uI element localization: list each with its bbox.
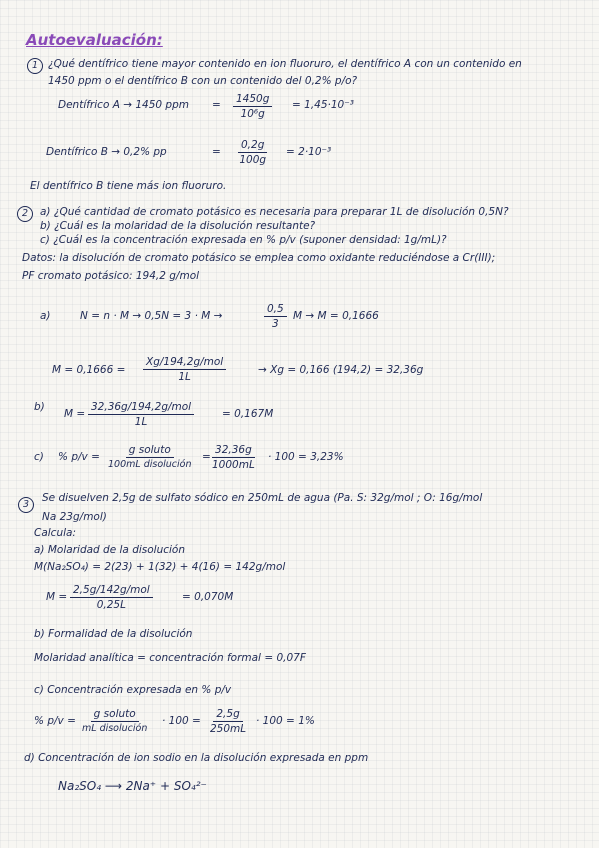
- q3-statement-line2: Na 23g/mol): [42, 511, 107, 523]
- q3-a-fraction-num: 2,5g/142g/mol: [70, 584, 153, 598]
- q2-b-fraction-num: 32,36g/194,2g/mol: [88, 401, 194, 415]
- q2-a-fraction1-den: 3: [272, 318, 279, 330]
- q3-d-equation: Na₂SO₄ ⟶ 2Na⁺ + SO₄²⁻: [58, 779, 207, 793]
- q2-part-a-question: a) ¿Qué cantidad de cromato potásico es necesaria para preparar 1L de disolución 0,5N?: [40, 206, 509, 218]
- q2-c-fraction1-den: 100mL disolución: [108, 459, 192, 470]
- q1-a-denominator: 10⁶g: [240, 108, 265, 120]
- q2-b-tag: b): [34, 401, 45, 413]
- q2-c-equals: =: [202, 451, 211, 463]
- q1-statement-line1: ¿Qué dentífrico tiene mayor contenido en ion fluoruro, el dentífrico A con un contenido en: [48, 58, 522, 70]
- q3-statement-line1: Se disuelven 2,5g de sulfato sódico en 250mL de agua (Pa. S: 32g/mol ; O: 16g/mol: [42, 492, 483, 504]
- question-number-3: 3: [18, 497, 34, 513]
- q2-datos-line1: Datos: la disolución de cromato potásico se emplea como oxidante reduciéndose a Cr(III);: [22, 252, 496, 264]
- q1-a-fraction: [233, 93, 272, 120]
- q1-a-equals: =: [212, 99, 221, 111]
- q2-b-fraction: [88, 401, 194, 428]
- q1-statement-line2: 1450 ppm o el dentífrico B con un contenido del 0,2% p/o?: [48, 75, 358, 87]
- q1-b-denominator: 100g: [239, 154, 267, 166]
- q3-c-result: · 100 = 1%: [256, 715, 315, 727]
- q1-b-result: = 2·10⁻³: [286, 146, 332, 158]
- q2-a-fraction1-num: 0,5: [264, 303, 287, 317]
- q2-b-fraction-den: 1L: [134, 416, 148, 428]
- q3-c-fraction1: [82, 708, 147, 734]
- q3-calcula: Calcula:: [34, 527, 76, 539]
- q3-d-heading: d) Concentración de ion sodio en la disolución expresada en ppm: [24, 752, 369, 764]
- q3-c-heading: c) Concentración expresada en % p/v: [34, 684, 232, 696]
- q3-b-text: Molaridad analítica = concentración formal = 0,07F: [34, 652, 306, 664]
- q2-c-tag: c): [34, 451, 44, 463]
- q2-c-fraction2-num: 32,36g: [212, 444, 255, 458]
- q2-b-start: M =: [64, 408, 86, 420]
- q2-a-fraction1: [264, 303, 287, 330]
- q1-b-equals: =: [212, 146, 221, 158]
- question-number-1: 1: [27, 58, 43, 74]
- q2-c-fraction2-den: 1000mL: [212, 459, 255, 471]
- q2-datos-line2: PF cromato potásico: 194,2 g/mol: [22, 270, 200, 282]
- q3-a-molar-mass: M(Na₂SO₄) = 2(23) + 1(32) + 4(16) = 142g/mol: [34, 561, 286, 573]
- q3-a-result: = 0,070M: [182, 591, 234, 603]
- q3-c-fraction1-den: mL disolución: [82, 723, 148, 734]
- q3-c-fraction2: [210, 708, 246, 735]
- q2-a-equation1-end: M → M = 0,1666: [293, 310, 379, 322]
- q2-c-result: · 100 = 3,23%: [268, 451, 344, 463]
- q3-b-heading: b) Formalidad de la disolución: [34, 628, 193, 640]
- q3-a-fraction-den: 0,25L: [96, 599, 126, 611]
- q2-c-fraction1: [108, 444, 192, 470]
- page-title: Autoevaluación:: [26, 31, 163, 49]
- q2-b-result: = 0,167M: [222, 408, 274, 420]
- q3-c-mid: · 100 =: [162, 715, 201, 727]
- q3-c-start: % p/v =: [34, 715, 76, 727]
- q3-c-fraction1-num: g soluto: [91, 708, 139, 722]
- q3-a-heading: a) Molaridad de la disolución: [34, 544, 186, 556]
- question-number-2: 2: [17, 206, 33, 222]
- q2-a-equation1: N = n · M → 0,5N = 3 · M →: [80, 310, 223, 322]
- q1-b-label: Dentífrico B → 0,2% pp: [46, 146, 167, 158]
- q3-a-fraction: [70, 584, 153, 611]
- q2-c-fraction2: [212, 444, 255, 471]
- q2-c-fraction1-num: g soluto: [126, 444, 174, 458]
- q1-a-label: Dentífrico A → 1450 ppm: [58, 99, 189, 111]
- q1-b-numerator: 0,2g: [238, 139, 267, 153]
- q2-a-fraction2-num: Xg/194,2g/mol: [143, 356, 226, 370]
- q2-a-tag: a): [40, 310, 51, 322]
- q2-a-fraction2-den: 1L: [178, 371, 191, 383]
- q2-a-fraction2: [143, 356, 226, 383]
- q3-c-fraction2-num: 2,5g: [213, 708, 242, 722]
- q3-a-m-start: M =: [46, 591, 68, 603]
- q2-a-equation2-start: M = 0,1666 =: [52, 364, 126, 376]
- q2-c-start: % p/v =: [58, 451, 100, 463]
- q3-c-fraction2-den: 250mL: [210, 723, 247, 735]
- q2-part-c-question: c) ¿Cuál es la concentración expresada en % p/v (suponer densidad: 1g/mL)?: [40, 234, 447, 246]
- q1-conclusion: El dentífrico B tiene más ion fluoruro.: [30, 180, 227, 192]
- q2-a-equation2-end: → Xg = 0,166 (194,2) = 32,36g: [258, 364, 424, 376]
- q1-a-result: = 1,45·10⁻³: [292, 99, 354, 111]
- q2-part-b-question: b) ¿Cuál es la molaridad de la disolución resultante?: [40, 220, 316, 232]
- q1-a-numerator: 1450g: [233, 93, 272, 107]
- q1-b-fraction: [238, 139, 267, 166]
